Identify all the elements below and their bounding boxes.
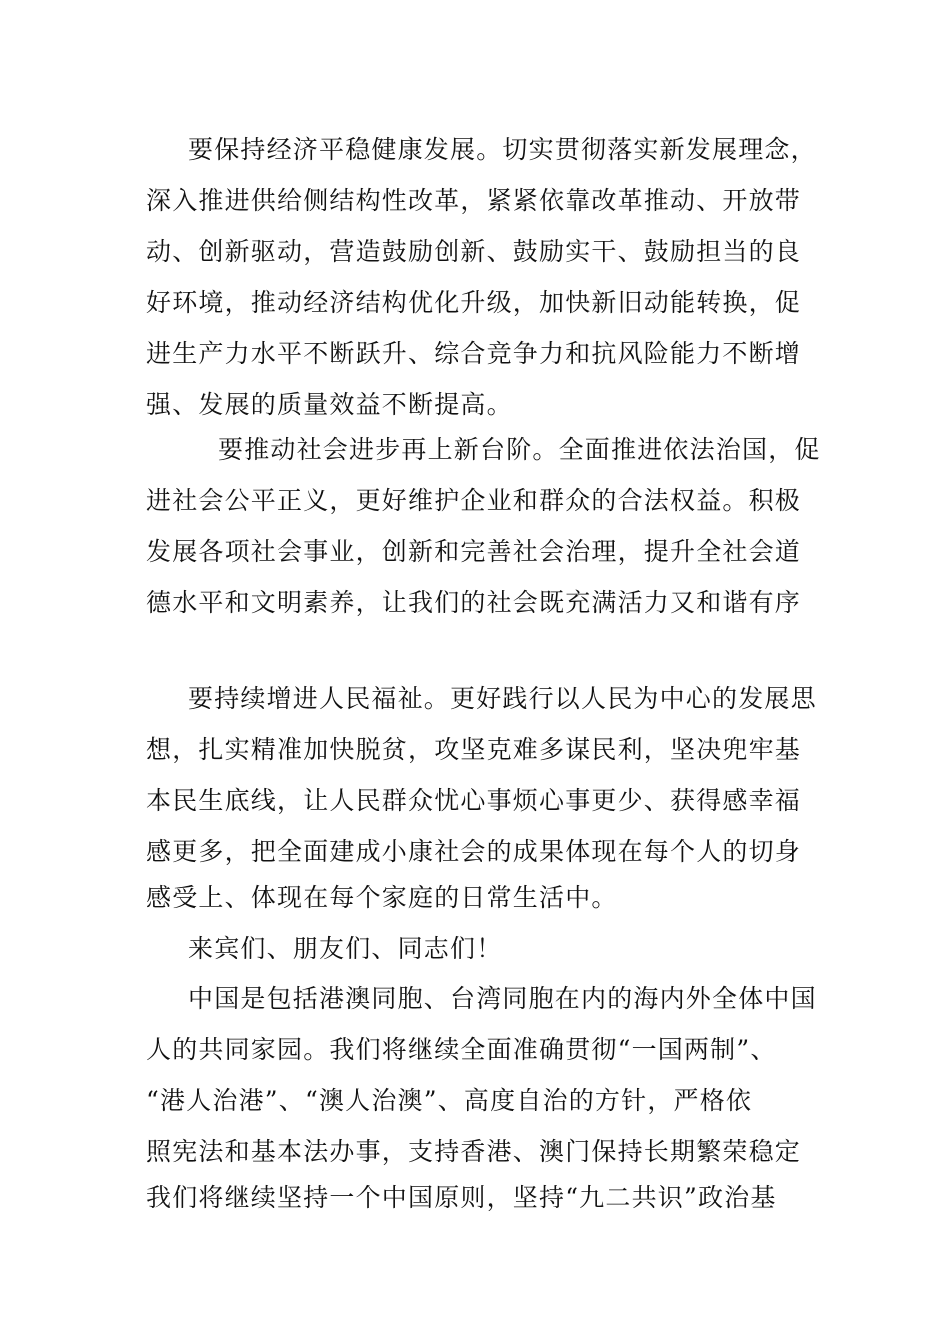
salutation-line: 来宾们、朋友们、同志们！: [188, 934, 503, 963]
paragraph-line: 我们将继续坚持一个中国原则，坚持“九二共识”政治基: [146, 1183, 777, 1212]
paragraph-line: 进社会公平正义，更好维护企业和群众的合法权益。积极: [146, 486, 802, 515]
paragraph-line: 好环境，推动经济结构优化升级，加快新旧动能转换，促: [146, 288, 802, 317]
paragraph-line: 本民生底线，让人民群众忧心事烦心事更少、获得感幸福: [146, 786, 802, 815]
paragraph-line: 德水平和文明素养，让我们的社会既充满活力又和谐有序: [146, 588, 802, 617]
paragraph-line: 要保持经济平稳健康发展。切实贯彻落实新发展理念，: [188, 135, 817, 164]
paragraph-line: 感受上、体现在每个家庭的日常生活中。: [146, 883, 618, 912]
paragraph-line: 感更多，把全面建成小康社会的成果体现在每个人的切身: [146, 837, 802, 866]
paragraph-line: 人的共同家园。我们将继续全面准确贯彻“一国两制”、: [146, 1035, 777, 1064]
paragraph-line: 想，扎实精准加快脱贫，攻坚克难多谋民利，坚决兜牢基: [146, 735, 802, 764]
paragraph-line: 强、发展的质量效益不断提高。: [146, 390, 513, 419]
paragraph-line: 要推动社会进步再上新台阶。全面推进依法治国，促: [218, 435, 821, 464]
paragraph-line: 发展各项社会事业，创新和完善社会治理，提升全社会道: [146, 537, 802, 566]
paragraph-line: 照宪法和基本法办事，支持香港、澳门保持长期繁荣稳定: [146, 1137, 802, 1166]
paragraph-line: 深入推进供给侧结构性改革，紧紧依靠改革推动、开放带: [146, 186, 802, 215]
paragraph-line: 要持续增进人民福祉。更好践行以人民为中心的发展思: [188, 684, 817, 713]
paragraph-line: 进生产力水平不断跃升、综合竞争力和抗风险能力不断增: [146, 339, 802, 368]
paragraph-line: 动、创新驱动，营造鼓励创新、鼓励实干、鼓励担当的良: [146, 237, 802, 266]
paragraph-line: “港人治港”、“澳人治澳”、高度自治的方针，严格依: [146, 1086, 753, 1115]
paragraph-line: 中国是包括港澳同胞、台湾同胞在内的海内外全体中国: [188, 984, 817, 1013]
